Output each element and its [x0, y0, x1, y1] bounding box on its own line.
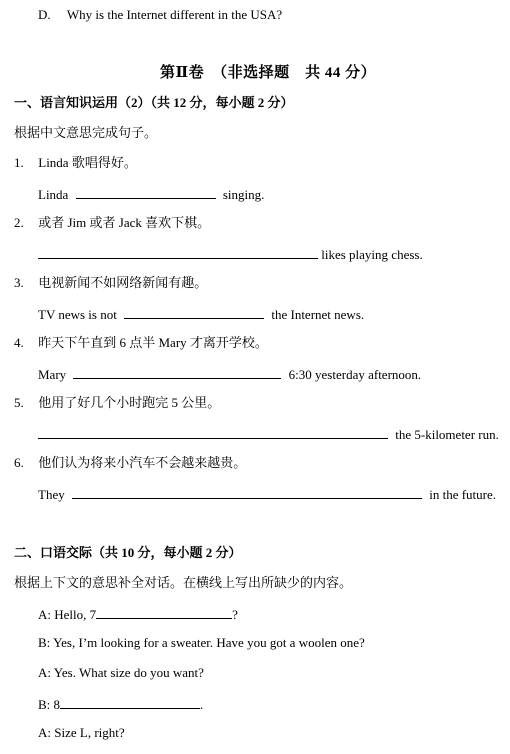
dialogue-1-speaker: A: — [38, 607, 51, 622]
item-3-blank[interactable] — [124, 304, 264, 319]
item-1-pre: Linda — [38, 187, 69, 202]
item-1-post: singing. — [222, 187, 265, 202]
item-6-post: in the future. — [429, 487, 497, 502]
item-2-number: 2. — [14, 215, 24, 230]
option-d — [38, 6, 282, 24]
item-2-blank[interactable] — [38, 244, 318, 259]
dialogue-4-pre: 8 — [53, 697, 61, 712]
dialogue-2-speaker: B: — [38, 635, 51, 650]
item-6-number: 6. — [14, 455, 24, 470]
option-d-text: Why is the Internet different in the USA? — [66, 7, 283, 22]
dialogue-3-text: Yes. What size do you want? — [53, 665, 204, 680]
item-2-answer — [38, 244, 423, 264]
dialogue-line-1 — [38, 604, 238, 624]
item-3-question — [14, 274, 207, 292]
dialogue-4-speaker: B: — [38, 697, 51, 712]
item-1-question — [14, 154, 137, 172]
dialogue-2-text: Yes, I’m looking for a sweater. Have you got a woolen one? — [53, 635, 365, 650]
item-1-answer — [38, 184, 264, 204]
item-4-answer — [38, 364, 421, 384]
dialogue-1-blank[interactable] — [96, 604, 232, 619]
item-5-question — [14, 394, 220, 412]
section2-heading: 二、口语交际（共 10 分，每小题 2 分） — [14, 545, 242, 560]
dialogue-5-text: Size L, right? — [54, 725, 125, 740]
dialogue-line-5 — [38, 724, 125, 742]
dialogue-line-4 — [38, 694, 203, 714]
item-4-pre: Mary — [38, 367, 67, 382]
dialogue-4-blank[interactable] — [60, 694, 200, 709]
item-5-blank[interactable] — [38, 424, 388, 439]
item-6-blank[interactable] — [72, 484, 422, 499]
dialogue-1-pre: Hello, 7 — [54, 607, 97, 622]
dialogue-5-speaker: A: — [38, 725, 51, 740]
dialogue-line-2 — [38, 634, 365, 652]
dialogue-1-post: ? — [232, 607, 238, 622]
item-4-number: 4. — [14, 335, 24, 350]
dialogue-4-post: . — [200, 697, 204, 712]
item-2-question — [14, 214, 210, 232]
item-4-blank[interactable] — [73, 364, 281, 379]
item-3-answer — [38, 304, 364, 324]
item-1-number: 1. — [14, 155, 24, 170]
dialogue-line-3 — [38, 664, 204, 682]
option-d-label: D. — [38, 7, 51, 22]
item-3-chinese: 电视新闻不如网络新闻有趣。 — [38, 275, 208, 290]
item-1-chinese: Linda 歌唱得好。 — [38, 155, 137, 170]
item-6-question — [14, 454, 246, 472]
section1-heading: 一、语言知识运用（2）（共 12 分，每小题 2 分） — [14, 95, 294, 110]
section1-instruction: 根据中文意思完成句子。 — [14, 125, 158, 140]
item-3-post: the Internet news. — [271, 307, 365, 322]
item-5-post: the 5-kilometer run. — [395, 427, 499, 442]
item-3-number: 3. — [14, 275, 24, 290]
item-2-post: likes playing chess. — [321, 247, 423, 262]
item-5-number: 5. — [14, 395, 24, 410]
item-3-pre: TV news is not — [38, 307, 117, 322]
item-1-blank[interactable] — [76, 184, 216, 199]
item-2-chinese: 或者 Jim 或者 Jack 喜欢下棋。 — [38, 215, 211, 230]
dialogue-3-speaker: A: — [38, 665, 51, 680]
item-5-chinese: 他用了好几个小时跑完 5 公里。 — [38, 395, 221, 410]
item-4-post: 6:30 yesterday afternoon. — [288, 367, 422, 382]
item-6-pre: They — [38, 487, 65, 502]
section2-instruction: 根据上下文的意思补全对话。在横线上写出所缺少的内容。 — [14, 575, 353, 590]
item-6-answer — [38, 484, 496, 504]
item-4-chinese: 昨天下午直到 6 点半 Mary 才离开学校。 — [38, 335, 268, 350]
part-title: 第Ⅱ卷 （非选择题 共 44 分） — [160, 65, 377, 81]
item-4-question — [14, 334, 268, 352]
item-5-answer — [38, 424, 499, 444]
item-6-chinese: 他们认为将来小汽车不会越来越贵。 — [38, 455, 247, 470]
